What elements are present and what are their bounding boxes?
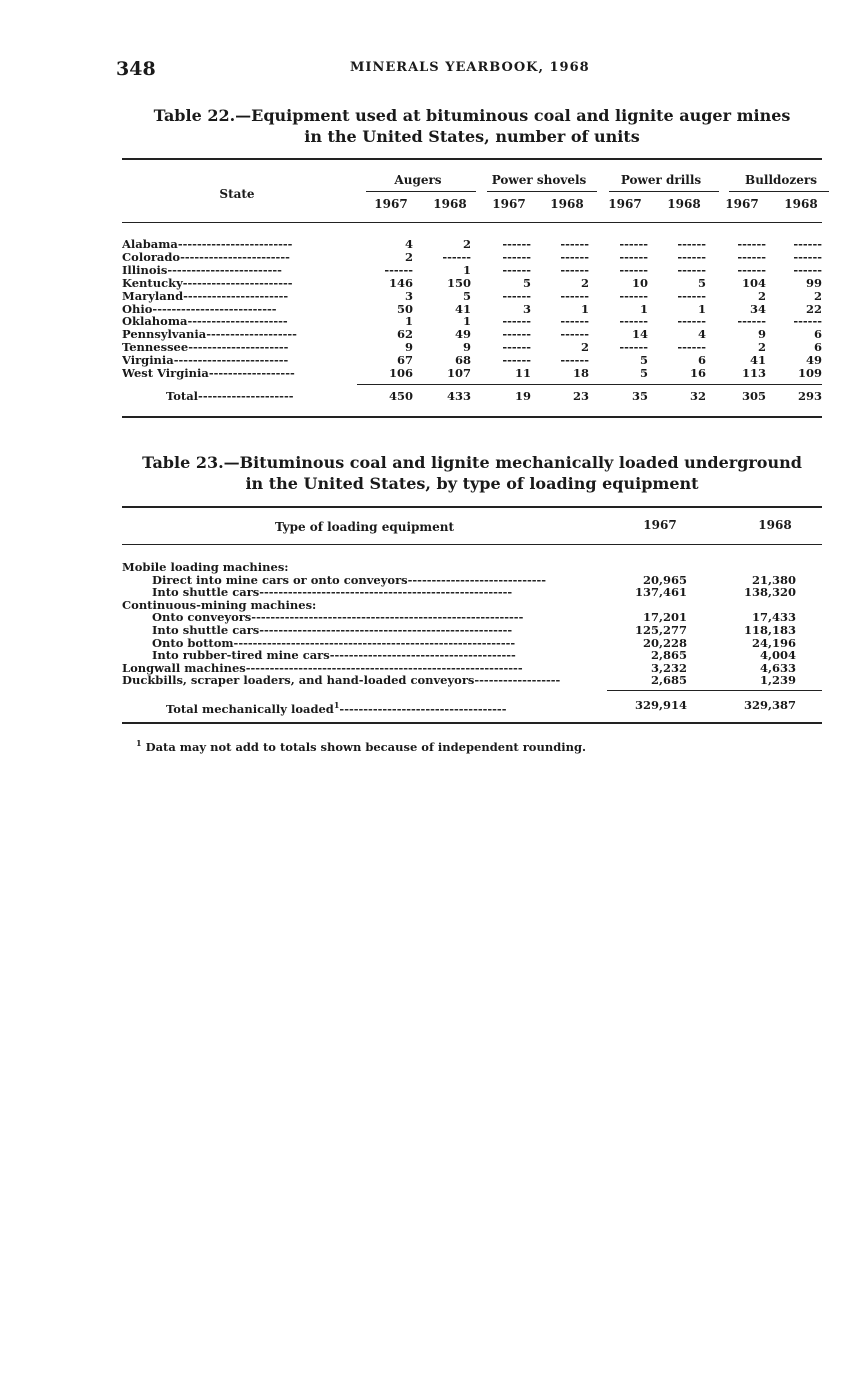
state-name: Colorado	[122, 250, 181, 264]
leader-dots: ------------------------	[167, 263, 282, 277]
page-number: 348	[116, 58, 156, 80]
table22-cell: ------	[384, 262, 413, 277]
table23-top-rule	[122, 506, 822, 508]
leader-dots: -----------------------------------	[339, 701, 507, 716]
table22-cell: 3	[404, 288, 413, 303]
table23-cell: 2,865	[650, 648, 687, 663]
table22-cell: 4	[404, 237, 413, 251]
state-name: Illinois	[122, 263, 168, 277]
table22-cell: 62	[396, 327, 413, 342]
table23-total-rule	[607, 690, 822, 691]
table22-cell: 4	[697, 327, 706, 342]
state-name: Total	[166, 390, 199, 403]
table23-cell: 1,239	[759, 673, 796, 688]
table22-cell: ------	[502, 249, 531, 264]
table23-row	[122, 599, 822, 612]
leader-dots: -----------------------------------------------------------	[233, 636, 516, 650]
table23-total-row-label	[166, 699, 604, 716]
table22-cell: ------	[737, 314, 766, 329]
table22-cell: 41	[454, 301, 471, 316]
leader-dots: ---------------------	[188, 341, 289, 355]
table22-title-line1: Table 22.—Equipment used at bituminous coal and lignite auger mines	[153, 106, 791, 125]
table23-header-rule	[122, 544, 822, 545]
table22-top-rule	[122, 158, 822, 160]
table22-cell: 146	[388, 275, 413, 290]
table22-cell: ------	[560, 327, 589, 342]
leader-dots: -----------------------------------------------------	[259, 586, 513, 600]
table22-group-underline	[729, 191, 829, 192]
table22-title-line2: in the United States, number of units	[304, 127, 640, 146]
equipment-type: Onto bottom	[152, 636, 234, 650]
table22-row-label	[122, 354, 357, 367]
table22-cell: 16	[689, 366, 706, 380]
table23-row-label	[122, 599, 604, 612]
table22-cell: 32	[689, 389, 706, 403]
table23-row	[122, 624, 822, 637]
state-name: West Virginia	[122, 367, 209, 380]
table23-row	[122, 561, 822, 574]
table22-year-header: 1968	[550, 197, 584, 211]
table23-cell: 2,685	[650, 673, 687, 688]
leader-dots: -----------------------------------------------------	[259, 624, 513, 637]
table22-cell: 2	[813, 288, 822, 303]
table22-cell: 23	[572, 389, 589, 403]
table22-cell: ------	[793, 314, 822, 329]
table23-row-label	[152, 586, 604, 599]
table23-row-label	[152, 611, 604, 624]
footnote-text: Data may not add to totals shown because of independent rounding.	[145, 739, 587, 754]
table22-row-label	[122, 290, 357, 303]
table22-cell: 10	[631, 275, 648, 290]
table23-footnote	[136, 738, 586, 754]
table22-bottom-rule	[122, 416, 822, 418]
table23-cell: 329,387	[743, 698, 796, 712]
table22-row	[122, 277, 822, 290]
table23-cell: 17,433	[751, 610, 796, 625]
leader-dots: ------------------------	[177, 238, 293, 251]
table22-cell: 41	[749, 353, 766, 368]
table22-cell: 99	[805, 275, 822, 290]
table23-row-label	[122, 662, 604, 675]
table22-cell: ------	[619, 237, 648, 251]
table23-cell: 138,320	[743, 585, 796, 600]
leader-dots: --------------------------	[152, 302, 277, 316]
table23-row-label	[152, 649, 604, 662]
leader-dots: -----------------------------	[407, 573, 547, 587]
table23-cell: 137,461	[634, 585, 687, 600]
table22-year-header: 1967	[608, 197, 642, 211]
table22-cell: 1	[697, 301, 706, 316]
equipment-type: Duckbills, scraper loaders, and hand-loaded conveyors	[122, 674, 475, 688]
table23-row-label	[152, 574, 604, 587]
table22-row	[122, 341, 822, 354]
table22-row	[122, 238, 822, 251]
table23-row-label	[122, 561, 604, 574]
table22-cell: ------	[502, 237, 531, 251]
table22-cell: ------	[560, 237, 589, 251]
table22-cell: 6	[813, 340, 822, 355]
table22-group-header: Power drills	[620, 173, 702, 187]
table23-cell: 20,965	[642, 572, 687, 587]
table22-cell: 1	[639, 301, 648, 316]
table22-cell: 49	[454, 327, 471, 342]
table22-total-rule	[357, 384, 822, 385]
table22-group-header: Power shovels	[491, 173, 587, 187]
table22-year-header: 1967	[374, 197, 408, 211]
table22-cell: 3	[522, 301, 531, 316]
table23-title-line2: in the United States, by type of loading equipment	[245, 474, 699, 493]
state-name: Pennsylvania	[122, 328, 207, 342]
state-name: Kentucky	[122, 276, 183, 290]
table22-cell: 150	[446, 275, 471, 290]
table22-row	[122, 303, 822, 316]
table22-cell: 18	[572, 366, 589, 380]
table22-cell: ------	[502, 288, 531, 303]
state-name: Oklahoma	[122, 315, 188, 329]
footnote-ref: 1	[333, 700, 340, 710]
equipment-type: Into shuttle cars	[152, 624, 260, 637]
table22-row-label	[122, 238, 357, 251]
table22-group-header: Bulldozers	[745, 173, 817, 187]
table22-cell: 305	[741, 389, 766, 403]
table22-row-label	[122, 315, 357, 328]
table22-cell: 9	[462, 340, 471, 355]
table22-cell: 5	[462, 288, 471, 303]
table22-row-label	[122, 367, 357, 380]
table22-row	[122, 315, 822, 328]
table22-cell: 450	[388, 389, 413, 403]
table22-cell: 35	[631, 389, 648, 403]
table22-cell: ------	[677, 262, 706, 277]
leader-dots: ------------------	[208, 367, 295, 380]
equipment-type: Onto conveyors	[152, 611, 252, 625]
table23-row-label	[152, 637, 604, 650]
running-head: MINERALS YEARBOOK, 1968	[350, 60, 590, 75]
table22-cell: 2	[462, 237, 471, 251]
table22-cell: ------	[560, 353, 589, 368]
table22-cell: ------	[619, 340, 648, 355]
table22-cell: ------	[737, 262, 766, 277]
table22-cell: 68	[454, 353, 471, 368]
table22-cell: 1	[462, 314, 471, 329]
table22-cell: 5	[639, 353, 648, 368]
table23-row	[122, 674, 822, 687]
table22-cell: ------	[793, 249, 822, 264]
table23-row	[122, 662, 822, 675]
leader-dots: ----------------------------------------------------------	[245, 661, 523, 675]
table23-cell: 4,004	[759, 648, 796, 663]
leader-dots: -------------------	[206, 328, 297, 342]
leader-dots: ---------------------	[187, 315, 288, 329]
table22-cell: 22	[805, 301, 822, 316]
table23-row	[122, 574, 822, 587]
leader-dots: ---------------------------------------	[329, 649, 516, 663]
table23-cell: 17,201	[642, 610, 687, 625]
table22-total-row-label	[166, 390, 357, 403]
table22-cell: ------	[793, 237, 822, 251]
table23-cell: 4,633	[759, 660, 796, 675]
table23-cell: 21,380	[751, 572, 796, 587]
table22-cell: 6	[697, 353, 706, 368]
equipment-type: Into shuttle cars	[152, 586, 260, 600]
leader-dots: ----------------------	[183, 289, 289, 303]
table22-group-header: Augers	[394, 173, 442, 187]
table22-row-label	[122, 277, 357, 290]
table22-cell: 1	[404, 314, 413, 329]
table22-row-label	[122, 303, 357, 316]
table22-cell: 6	[813, 327, 822, 342]
table22-cell: 34	[749, 301, 766, 316]
table22-cell: ------	[677, 314, 706, 329]
state-name: Ohio	[122, 302, 153, 316]
table22-year-header: 1967	[492, 197, 526, 211]
table22-row	[122, 251, 822, 264]
state-name: Virginia	[122, 354, 174, 368]
table22-cell: ------	[737, 249, 766, 264]
table23-cell: 24,196	[751, 635, 796, 650]
table22-row	[122, 290, 822, 303]
table23-cell: 118,183	[743, 623, 796, 637]
leader-dots: ------------------------	[173, 354, 289, 368]
table23-row	[122, 637, 822, 650]
table23-row-label	[122, 674, 604, 687]
table22-cell: 19	[514, 389, 531, 403]
table23-bottom-rule	[122, 722, 822, 724]
leader-dots: ---------------------------------------------------------	[251, 611, 524, 625]
table22-cell: 9	[404, 340, 413, 355]
table23-title-line1: Table 23.—Bituminous coal and lignite mechanically loaded underground	[142, 453, 802, 472]
footnote-mark: 1	[136, 738, 142, 748]
table22-cell: 2	[580, 340, 589, 355]
leader-dots: ------------------	[474, 674, 561, 688]
table23-row	[122, 611, 822, 624]
table23-row-label	[152, 624, 604, 637]
table22-cell: ------	[502, 327, 531, 342]
table22-cell: 5	[522, 275, 531, 290]
table22-cell: ------	[560, 314, 589, 329]
table22-row	[122, 328, 822, 341]
table22-group-underline	[609, 191, 719, 192]
table22-cell: 2	[757, 340, 766, 355]
table22-year-header: 1968	[433, 197, 467, 211]
table22-cell: 113	[741, 366, 766, 380]
table22-row	[122, 354, 822, 367]
table23-year-1967: 1967	[643, 518, 677, 532]
table23-cell: 20,228	[642, 635, 687, 650]
table22-row-label	[122, 341, 357, 354]
table22-cell: ------	[619, 262, 648, 277]
leader-dots: --------------------	[198, 390, 294, 403]
equipment-type: Total mechanically loaded	[166, 701, 334, 716]
table22-header-rule	[122, 222, 822, 223]
table22-row	[122, 367, 822, 380]
table22-cell: 50	[396, 301, 413, 316]
table22-cell: 67	[396, 353, 413, 368]
equipment-type: Into rubber-tired mine cars	[152, 649, 330, 663]
table22-cell: 11	[514, 366, 531, 380]
table22-cell: 433	[446, 389, 471, 403]
table22-row	[122, 264, 822, 277]
table22-total-row	[122, 390, 822, 403]
table22-cell: ------	[677, 237, 706, 251]
equipment-type: Mobile loading machines:	[122, 561, 289, 574]
table22-cell: ------	[502, 262, 531, 277]
table22-cell: 1	[462, 262, 471, 277]
table22-cell: ------	[677, 249, 706, 264]
table22-cell: 14	[631, 327, 648, 342]
table22-cell: 293	[797, 389, 822, 403]
table22-cell: 5	[697, 275, 706, 290]
table22-year-header: 1967	[725, 197, 759, 211]
table22-group-underline	[366, 191, 476, 192]
table23-total-row	[122, 698, 822, 716]
equipment-type: Continuous-mining machines:	[122, 598, 317, 612]
table22-cell: 107	[446, 366, 471, 380]
table22-cell: ------	[677, 340, 706, 355]
table22-cell: ------	[619, 249, 648, 264]
table22-row-label	[122, 328, 357, 341]
table22-cell: ------	[560, 288, 589, 303]
table23-cell: 125,277	[634, 623, 687, 637]
table22-row-label	[122, 264, 357, 277]
table22-cell: ------	[737, 237, 766, 251]
table22-cell: ------	[560, 262, 589, 277]
table22-cell: 2	[757, 288, 766, 303]
table22-group-underline	[487, 191, 597, 192]
table23-cell: 329,914	[634, 698, 687, 712]
equipment-type: Direct into mine cars or onto conveyors	[152, 573, 408, 587]
equipment-type: Longwall machines	[122, 661, 246, 675]
table22-cell: ------	[502, 353, 531, 368]
table22-year-header: 1968	[667, 197, 701, 211]
table22-cell: 104	[741, 275, 766, 290]
table22-cell: 5	[639, 366, 648, 380]
table22-cell: ------	[793, 262, 822, 277]
table22-cell: ------	[442, 249, 471, 264]
table22-cell: ------	[502, 314, 531, 329]
table22-cell: 2	[580, 275, 589, 290]
table22-cell: 2	[404, 249, 413, 264]
table23-row	[122, 649, 822, 662]
table22-cell: ------	[619, 288, 648, 303]
table22-cell: 1	[580, 301, 589, 316]
table22-cell: 109	[797, 366, 822, 380]
table22-row-label	[122, 251, 357, 264]
table22-cell: ------	[677, 288, 706, 303]
state-name: Tennessee	[122, 341, 189, 355]
table23-year-1968: 1968	[758, 518, 792, 532]
table22-cell: 9	[757, 327, 766, 342]
table22-year-header: 1968	[784, 197, 818, 211]
table22-cell: 49	[805, 353, 822, 368]
leader-dots: -----------------------	[180, 250, 290, 264]
table22-state-header: State	[219, 187, 255, 201]
leader-dots: -----------------------	[182, 276, 293, 290]
table23-cell: 3,232	[650, 660, 687, 675]
table22-cell: ------	[502, 340, 531, 355]
state-name: Alabama	[122, 238, 178, 251]
table23-row	[122, 586, 822, 599]
table22-cell: ------	[619, 314, 648, 329]
table23-col-header: Type of loading equipment	[274, 520, 454, 534]
table22-cell: 106	[388, 366, 413, 380]
table22-cell: ------	[560, 249, 589, 264]
state-name: Maryland	[122, 289, 184, 303]
